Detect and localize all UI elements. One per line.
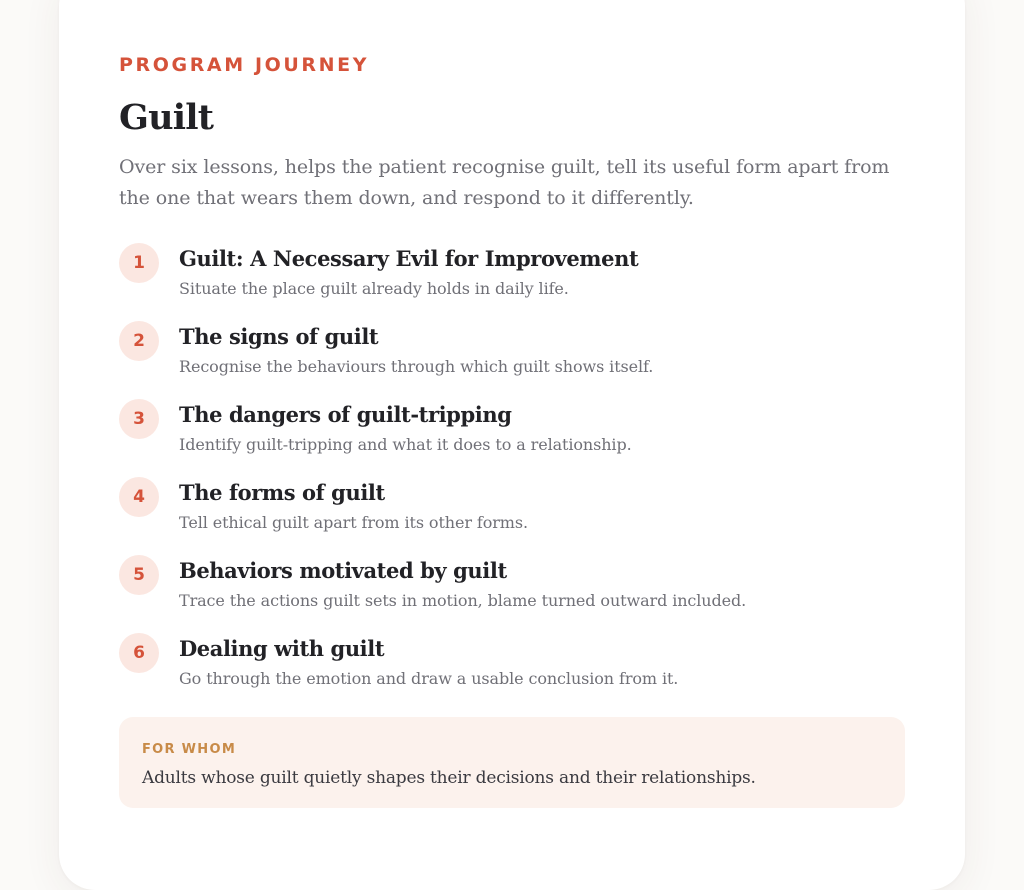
- audience-callout: [119, 717, 905, 808]
- lesson-number-badge: 3: [119, 399, 159, 439]
- lesson-description: Situate the place guilt already holds in daily life.: [179, 279, 569, 298]
- lesson-description: Recognise the behaviours through which guilt shows itself.: [179, 357, 654, 376]
- program-intro: Over six lessons, helps the patient recognise guilt, tell its useful form apart from the one that wears them down, and respond to it differently.: [119, 156, 890, 209]
- lesson-title: Guilt: A Necessary Evil for Improvement: [179, 246, 639, 271]
- lesson-description: Identify guilt-tripping and what it does to a relationship.: [179, 435, 632, 454]
- lesson-list: [119, 243, 909, 711]
- lesson-item: [119, 321, 909, 399]
- lesson-item: [119, 243, 909, 321]
- lesson-number-badge: 5: [119, 555, 159, 595]
- lesson-item: [119, 555, 909, 633]
- lesson-number-badge: 6: [119, 633, 159, 673]
- lesson-description: Trace the actions guilt sets in motion, blame turned outward included.: [179, 591, 747, 610]
- lesson-item: [119, 399, 909, 477]
- lesson-description: Tell ethical guilt apart from its other forms.: [179, 513, 528, 532]
- lesson-title: Dealing with guilt: [179, 636, 385, 661]
- lesson-item: [119, 633, 909, 711]
- lesson-item: [119, 477, 909, 555]
- lesson-title: Behaviors motivated by guilt: [179, 558, 507, 583]
- section-eyebrow: PROGRAM JOURNEY: [119, 54, 370, 76]
- lesson-title: The forms of guilt: [179, 480, 385, 505]
- lesson-description: Go through the emotion and draw a usable conclusion from it.: [179, 669, 679, 688]
- lesson-title: The dangers of guilt-tripping: [179, 402, 512, 427]
- audience-label: FOR WHOM: [142, 742, 237, 757]
- audience-text: Adults whose guilt quietly shapes their decisions and their relationships.: [142, 768, 756, 788]
- lesson-number-badge: 4: [119, 477, 159, 517]
- lesson-title: The signs of guilt: [179, 324, 379, 349]
- lesson-number-badge: 2: [119, 321, 159, 361]
- page-title: Guilt: [119, 97, 214, 138]
- lesson-number-badge: 1: [119, 243, 159, 283]
